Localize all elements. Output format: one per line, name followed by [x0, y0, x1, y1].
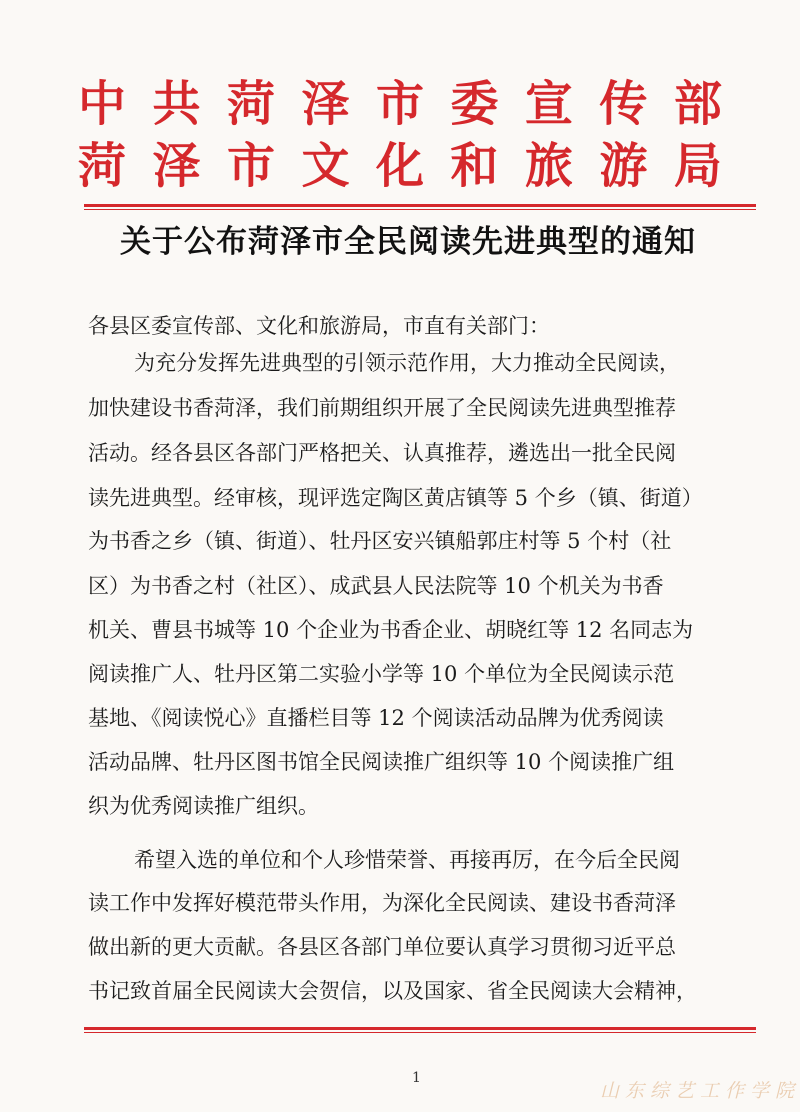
paragraph-line: 书记致首届全民阅读大会贺信，以及国家、省全民阅读大会精神， [88, 979, 697, 1003]
paragraph-line: 读工作中发挥好模范带头作用，为深化全民阅读、建设书香菏泽 [88, 891, 676, 915]
header-char: 局 [673, 138, 722, 194]
header-char: 游 [599, 138, 648, 194]
header-char: 和 [450, 138, 499, 194]
header-char: 化 [375, 138, 424, 194]
paragraph-line: 织为优秀阅读推广组织。 [88, 794, 319, 818]
header-char: 菏 [226, 76, 275, 132]
header-char: 共 [152, 76, 201, 132]
paragraph-line: 为充分发挥先进典型的引领示范作用，大力推动全民阅读， [134, 351, 680, 375]
paragraph-line: 阅读推广人、牡丹区第二实验小学等 10 个单位为全民阅读示范 [88, 662, 675, 686]
header-char: 文 [301, 138, 350, 194]
paragraph-line: 机关、曹县书城等 10 个企业为书香企业、胡晓红等 12 名同志为 [88, 618, 694, 642]
header-char: 泽 [152, 138, 201, 194]
header-char: 泽 [301, 76, 350, 132]
paragraph-line: 活动。经各县区各部门严格把关、认真推荐，遴选出一批全民阅 [88, 441, 676, 465]
paragraph-line: 希望入选的单位和个人珍惜荣誉、再接再厉，在今后全民阅 [134, 848, 680, 872]
header-org-line-1 [78, 76, 722, 132]
header-divider [84, 204, 756, 207]
header-char: 市 [375, 76, 424, 132]
page-number: 1 [412, 1070, 421, 1086]
header-char: 菏 [78, 138, 127, 194]
header-char: 中 [78, 76, 127, 132]
watermark: 山东综艺工作学院 [600, 1080, 800, 1102]
header-char: 市 [226, 138, 275, 194]
header-char: 宣 [524, 76, 573, 132]
paragraph-line: 读先进典型。经审核，现评选定陶区黄店镇等 5 个乡（镇、街道） [88, 486, 703, 510]
paragraph-line: 为书香之乡（镇、街道）、牡丹区安兴镇船郭庄村等 5 个村（社 [88, 529, 672, 553]
header-char: 旅 [524, 138, 573, 194]
paragraph-line: 区）为书香之村（社区）、成武县人民法院等 10 个机关为书香 [88, 574, 664, 598]
header-char: 传 [599, 76, 648, 132]
document-title: 关于公布菏泽市全民阅读先进典型的通知 [120, 224, 696, 260]
footer-divider-thin [84, 1032, 756, 1033]
paragraph-line: 做出新的更大贡献。各县区各部门单位要认真学习贯彻习近平总 [88, 935, 676, 959]
paragraph-line: 活动品牌、牡丹区图书馆全民阅读推广组织等 10 个阅读推广组 [88, 750, 675, 774]
header-divider-thin [84, 209, 756, 210]
header-char: 部 [673, 76, 722, 132]
header-char: 委 [450, 76, 499, 132]
paragraph-line: 加快建设书香菏泽，我们前期组织开展了全民阅读先进典型推荐 [88, 396, 676, 420]
salutation: 各县区委宣传部、文化和旅游局，市直有关部门： [88, 314, 550, 338]
paragraph-line: 基地、《阅读悦心》直播栏目等 12 个阅读活动品牌为优秀阅读 [88, 706, 664, 730]
footer-divider [84, 1027, 756, 1030]
header-org-line-2 [78, 138, 722, 194]
